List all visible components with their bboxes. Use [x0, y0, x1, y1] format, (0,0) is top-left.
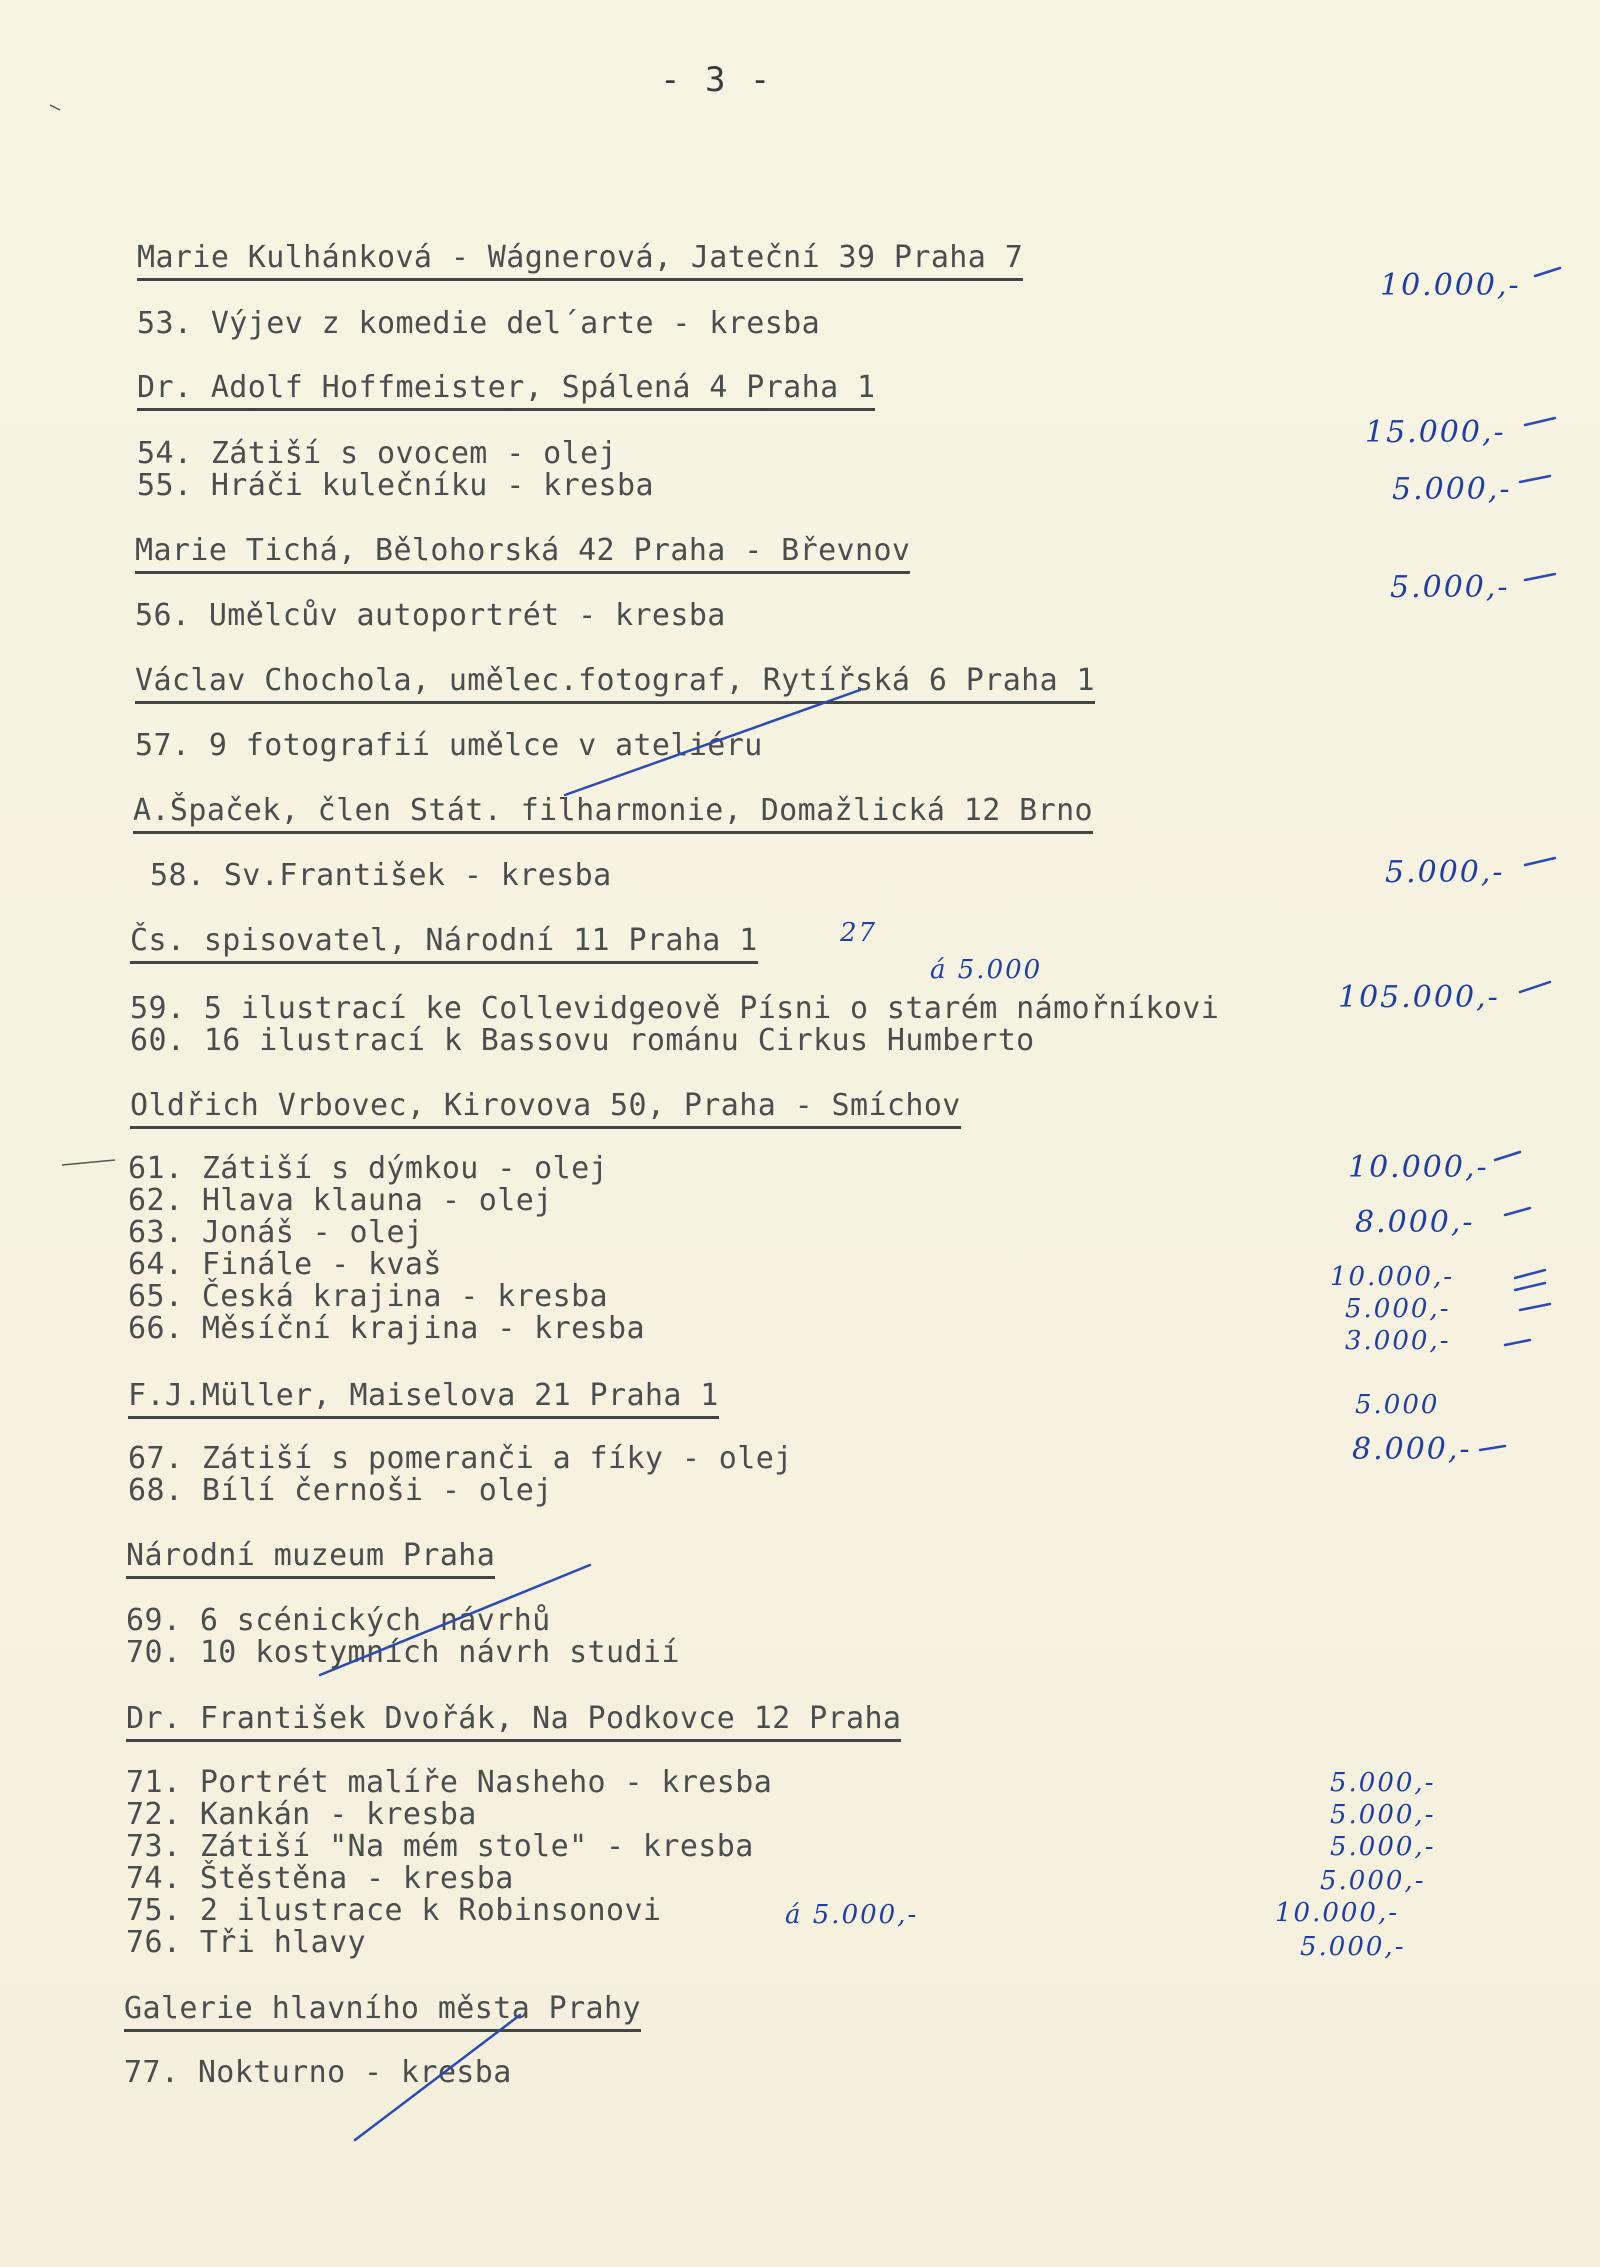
handwritten-amount: 10.000,-	[1330, 1262, 1455, 1292]
margin-mark	[62, 1160, 115, 1165]
handwritten-amount: 5.000,-	[1330, 1800, 1436, 1830]
item-line: 71. Portrét malíře Nasheho - kresba	[126, 1765, 773, 1800]
dash-mark	[1515, 1283, 1545, 1290]
handwritten-amount: 10.000,-	[1275, 1898, 1400, 1928]
item-line: 56. Umělcův autoportrét - kresba	[135, 598, 726, 633]
owner-heading: Dr. František Dvořák, Na Podkovce 12 Praha	[126, 1703, 901, 1742]
owner-heading: Národní muzeum Praha	[126, 1540, 495, 1579]
handwritten-amount: 5.000,-	[1392, 472, 1512, 507]
handwritten-amount: 8.000,-	[1355, 1205, 1475, 1240]
item-line: 73. Zátiší "Na mém stole" - kresba	[126, 1829, 754, 1864]
handwritten-note: á 5.000	[930, 955, 1043, 985]
item-line: 57. 9 fotografií umělce v ateliéru	[135, 728, 763, 763]
item-line: 58. Sv.František - kresba	[150, 858, 612, 893]
item-line: 72. Kankán - kresba	[126, 1797, 477, 1832]
handwritten-amount: 5.000,-	[1300, 1932, 1406, 1962]
handwritten-note: 27	[840, 918, 878, 948]
item-line: 63. Jonáš - olej	[128, 1215, 424, 1250]
item-line: 64. Finále - kvaš	[128, 1247, 442, 1282]
item-line: 77. Nokturno - kresba	[124, 2055, 512, 2090]
handwritten-amount: 3.000,-	[1345, 1326, 1451, 1356]
margin-mark	[50, 105, 60, 110]
dash-mark	[1520, 476, 1550, 482]
dash-mark	[1515, 1270, 1545, 1278]
handwritten-amount: 10.000,-	[1380, 268, 1521, 303]
page-number: - 3 -	[660, 60, 773, 100]
handwritten-amount: 5.000,-	[1330, 1832, 1436, 1862]
handwritten-amount: 5.000,-	[1385, 855, 1505, 890]
dash-mark	[1525, 574, 1555, 580]
item-line: 68. Bílí černoši - olej	[128, 1473, 553, 1508]
handwritten-amount: 5.000,-	[1390, 570, 1510, 605]
item-line: 55. Hráči kulečníku - kresba	[137, 468, 654, 503]
dash-mark	[1495, 1152, 1520, 1160]
item-line: 74. Štěstěna - kresba	[126, 1861, 514, 1896]
dash-mark	[1535, 268, 1560, 276]
item-line: 60. 16 ilustrací k Bassovu románu Cirkus Humberto	[130, 1023, 1035, 1058]
owner-heading: Dr. Adolf Hoffmeister, Spálená 4 Praha 1	[137, 372, 875, 411]
owner-heading: Čs. spisovatel, Národní 11 Praha 1	[130, 925, 758, 964]
handwritten-amount: 5.000,-	[1320, 1866, 1426, 1896]
item-line: 70. 10 kostymních návrh studií	[126, 1635, 680, 1670]
dash-mark	[1480, 1446, 1505, 1450]
owner-heading: A.Špaček, člen Stát. filharmonie, Domažlická 12 Brno	[133, 795, 1093, 834]
item-line: 76. Tři hlavy	[126, 1925, 366, 1960]
item-line: 53. Výjev z komedie del´arte - kresba	[137, 306, 821, 341]
owner-heading: Václav Chochola, umělec.fotograf, Rytířská 6 Praha 1	[135, 665, 1095, 704]
item-line: 67. Zátiší s pomeranči a fíky - olej	[128, 1441, 793, 1476]
dash-mark	[1505, 1340, 1530, 1345]
handwritten-note: á 5.000,-	[785, 1900, 919, 1930]
item-line: 75. 2 ilustrace k Robinsonovi	[126, 1893, 662, 1928]
handwritten-amount: 5.000,-	[1345, 1294, 1451, 1324]
dash-mark	[1525, 858, 1555, 865]
item-line: 54. Zátiší s ovocem - olej	[137, 436, 617, 471]
owner-heading: Galerie hlavního města Prahy	[124, 1993, 641, 2032]
owner-heading: Marie Tichá, Bělohorská 42 Praha - Břevnov	[135, 535, 910, 574]
dash-mark	[1525, 418, 1555, 425]
dash-mark	[1505, 1208, 1530, 1215]
item-line: 59. 5 ilustrací ke Collevidgeově Písni o starém námořníkovi	[130, 991, 1220, 1026]
item-line: 65. Česká krajina - kresba	[128, 1279, 608, 1314]
handwritten-amount: 8.000,-	[1352, 1432, 1472, 1467]
dash-mark	[1520, 1304, 1550, 1310]
handwritten-amount: 5.000	[1355, 1390, 1440, 1420]
owner-heading: F.J.Müller, Maiselova 21 Praha 1	[128, 1380, 719, 1419]
item-line: 61. Zátiší s dýmkou - olej	[128, 1151, 608, 1186]
handwritten-amount: 5.000,-	[1330, 1768, 1436, 1798]
item-line: 69. 6 scénických návrhů	[126, 1603, 551, 1638]
item-line: 62. Hlava klauna - olej	[128, 1183, 553, 1218]
dash-mark	[1520, 982, 1550, 992]
owner-heading: Marie Kulhánková - Wágnerová, Jateční 39 Praha 7	[137, 242, 1023, 281]
handwritten-amount: 105.000,-	[1338, 980, 1500, 1015]
handwritten-amount: 15.000,-	[1365, 415, 1506, 450]
handwritten-amount: 10.000,-	[1348, 1150, 1489, 1185]
owner-heading: Oldřich Vrbovec, Kirovova 50, Praha - Smíchov	[130, 1090, 961, 1129]
item-line: 66. Měsíční krajina - kresba	[128, 1311, 645, 1346]
